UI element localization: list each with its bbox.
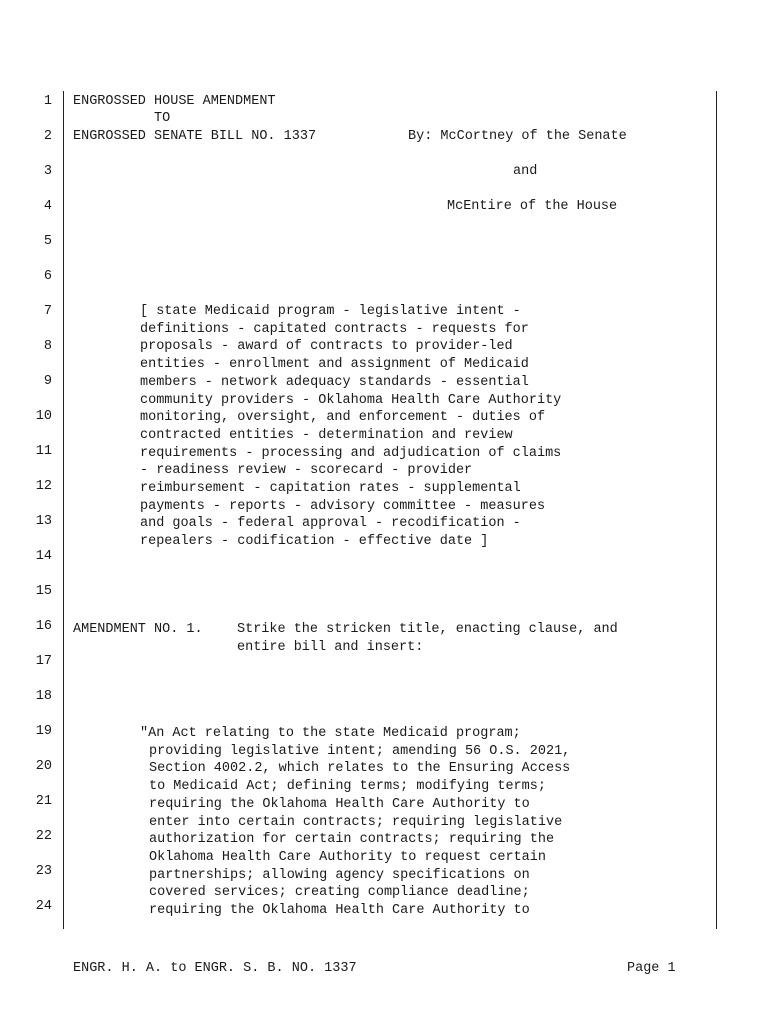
page-number: Page 1 xyxy=(627,961,676,976)
amendment-label: AMENDMENT NO. 1. xyxy=(73,622,203,637)
amendment-text: Strike the stricken title, enacting clause, and xyxy=(237,622,618,637)
amendment-text: entire bill and insert: xyxy=(237,639,424,655)
title-line: community providers - Oklahoma Health Care Authority xyxy=(140,392,562,408)
line-number: 1 xyxy=(43,94,52,109)
title-line: definitions - capitated contracts - requests for xyxy=(140,321,529,337)
act-line: providing legislative intent; amending 56 O.S. 2021, xyxy=(149,743,571,759)
line-number: 10 xyxy=(35,409,52,424)
line-number: 9 xyxy=(43,374,52,389)
line-number: 17 xyxy=(35,654,52,669)
line-number: 2 xyxy=(43,129,52,144)
right-margin-rule xyxy=(716,91,717,929)
line-number: 8 xyxy=(43,339,52,354)
title-line: requirements - processing and adjudication of claims xyxy=(140,445,562,461)
act-line: covered services; creating compliance deadline; xyxy=(149,885,530,901)
act-line: enter into certain contracts; requiring legislative xyxy=(149,814,563,830)
line-number: 11 xyxy=(35,444,52,459)
footer-bill-ref: ENGR. H. A. to ENGR. S. B. NO. 1337 xyxy=(73,961,357,976)
line-number: 5 xyxy=(43,234,52,249)
line-number: 23 xyxy=(35,864,52,879)
line-number: 3 xyxy=(43,164,52,179)
line-number: 15 xyxy=(35,584,52,599)
doc-heading: ENGROSSED HOUSE AMENDMENT xyxy=(73,94,276,109)
title-line: - readiness review - scorecard - provider xyxy=(140,463,473,479)
line-number: 22 xyxy=(35,829,52,844)
title-line: payments - reports - advisory committee - measures xyxy=(140,498,546,514)
line-number: 21 xyxy=(35,794,52,809)
left-margin-rule xyxy=(63,91,64,929)
title-line: [ state Medicaid program - legislative intent - xyxy=(140,304,521,319)
line-number: 14 xyxy=(35,549,52,564)
line-number: 24 xyxy=(35,899,52,914)
bill-number: ENGROSSED SENATE BILL NO. 1337 xyxy=(73,129,317,144)
act-line: requiring the Oklahoma Health Care Authority to xyxy=(149,796,530,812)
act-line: Oklahoma Health Care Authority to request certain xyxy=(149,849,546,865)
act-line: partnerships; allowing agency specifications on xyxy=(149,867,530,883)
line-number: 20 xyxy=(35,759,52,774)
act-line: Section 4002.2, which relates to the Ensuring Access xyxy=(149,761,571,777)
author-senate: By: McCortney of the Senate xyxy=(408,129,627,144)
author-and: and xyxy=(513,164,538,179)
line-number: 13 xyxy=(35,514,52,529)
title-line: contracted entities - determination and review xyxy=(140,427,513,443)
title-line: monitoring, oversight, and enforcement - duties of xyxy=(140,410,546,426)
title-line: reimbursement - capitation rates - supplemental xyxy=(140,481,521,496)
act-line: authorization for certain contracts; requiring the xyxy=(149,832,555,848)
line-number: 16 xyxy=(35,619,52,634)
act-line: to Medicaid Act; defining terms; modifying terms; xyxy=(149,779,546,795)
title-line: entities - enrollment and assignment of Medicaid xyxy=(140,357,529,373)
line-number: 18 xyxy=(35,689,52,704)
doc-heading-to: TO xyxy=(154,111,171,126)
act-line: requiring the Oklahoma Health Care Authority to xyxy=(149,903,530,918)
line-number: 6 xyxy=(43,269,52,284)
title-line: members - network adequacy standards - essential xyxy=(140,374,529,390)
line-number: 12 xyxy=(35,479,52,494)
line-number: 4 xyxy=(43,199,52,214)
title-line: proposals - award of contracts to provider-led xyxy=(140,339,513,355)
act-line: "An Act relating to the state Medicaid program; xyxy=(140,726,521,741)
title-line: repealers - codification - effective date ] xyxy=(140,534,489,550)
line-number: 7 xyxy=(43,304,52,319)
title-line: and goals - federal approval - recodification - xyxy=(140,516,521,532)
line-number: 19 xyxy=(35,724,52,739)
author-house: McEntire of the House xyxy=(447,199,618,214)
